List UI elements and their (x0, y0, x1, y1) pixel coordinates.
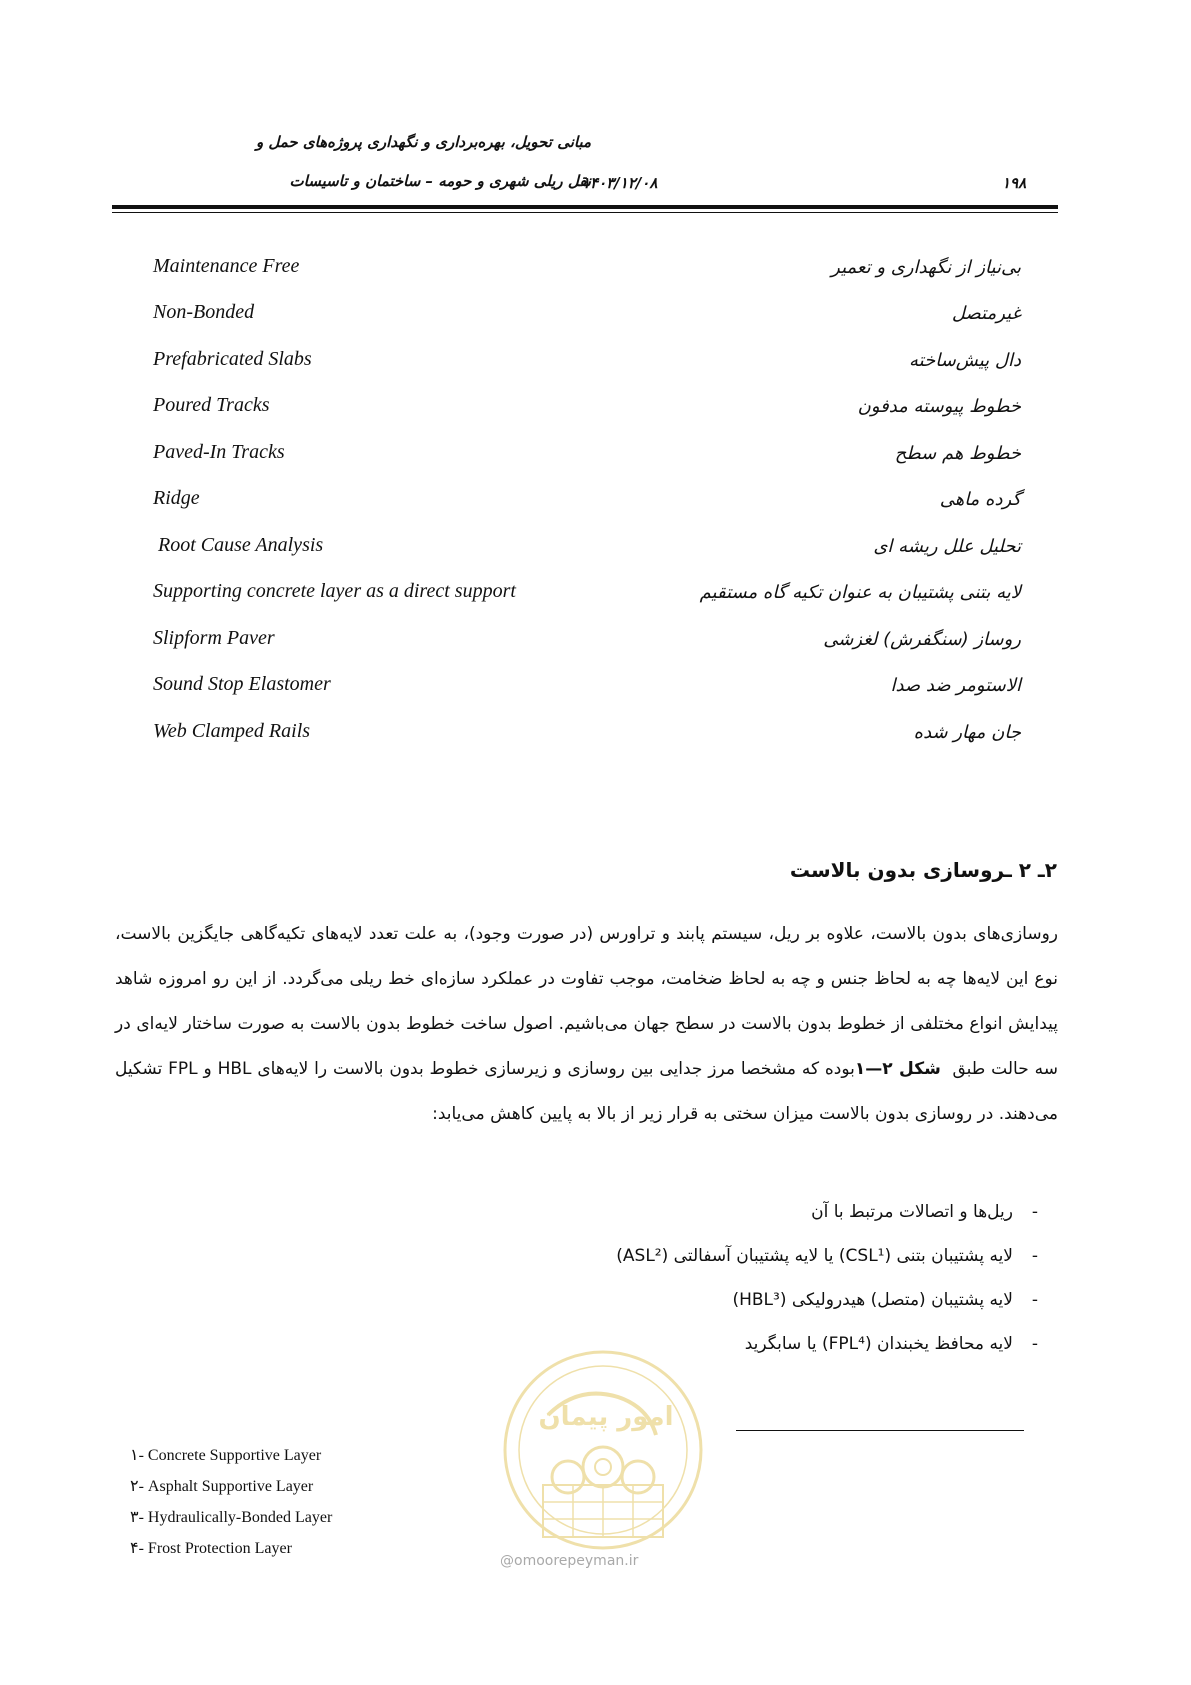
glossary-row (153, 255, 1021, 285)
bullet-marker: - (1031, 1246, 1039, 1266)
header-rule-thin (112, 212, 1058, 213)
glossary-term-fa: خطوط پیوسته مدفون (857, 396, 1021, 417)
bullet-marker: - (1031, 1202, 1039, 1222)
bullet-marker: - (1031, 1290, 1039, 1310)
header-title-line1: مبانی تحویل، بهره‌برداری و نگهداری پروژه‌های حمل و (255, 133, 591, 151)
footnotes (130, 1440, 332, 1564)
glossary-term-fa: روساز (سنگفرش) لغزشی (823, 629, 1021, 650)
paragraph-text-continued: بوده که مشخصا مرز جدایی بین روسازی و زیرسازی خطوط بدون بالاست را لایه‌های HBL و FPL تشکیل می‌دهند. در روسازی بدون بالاست میزان سختی به قرار زیر از بالا به پایین کاهش می‌یابد: (115, 1059, 1058, 1124)
glossary-row (153, 301, 1021, 331)
glossary-term-fa: بی‌نیاز از نگهداری و تعمیر (831, 257, 1021, 278)
glossary-term-fa: الاستومر ضد صدا (890, 675, 1021, 696)
glossary-term-en: Non-Bonded (153, 301, 255, 323)
glossary-row (153, 441, 1021, 471)
body-paragraph (115, 912, 1058, 1137)
glossary-row (153, 673, 1021, 703)
glossary-term-en: Maintenance Free (153, 255, 300, 277)
glossary-row (153, 487, 1021, 517)
list-item-text: لایه محافظ یخبندان (FPL⁴) یا سابگرید (744, 1334, 1013, 1354)
glossary-term-fa: گرده ماهی (939, 489, 1021, 510)
glossary-term-en: Slipform Paver (153, 627, 275, 649)
bullet-marker: - (1031, 1334, 1039, 1354)
glossary-row (153, 534, 1021, 564)
header-date: ۱۴۰۳/۱۲/۰۸ (582, 174, 658, 192)
footnote: ۳- Hydraulically-Bonded Layer (130, 1509, 333, 1526)
glossary-term-fa: غیرمتصل (951, 303, 1021, 324)
footnote: ۴- Frost Protection Layer (130, 1540, 292, 1557)
glossary-term-en: Prefabricated Slabs (153, 348, 312, 370)
list-item (357, 1190, 1057, 1234)
glossary-term-en: Paved-In Tracks (153, 441, 285, 463)
glossary-term-en: Ridge (153, 487, 200, 509)
footnote-separator (736, 1430, 1024, 1431)
glossary-term-fa: دال پیش‌ساخته (909, 350, 1021, 371)
bullet-list (357, 1190, 1057, 1366)
figure-reference: شکل ۲—۱ (854, 1059, 941, 1079)
glossary-term-fa: جان مهار شده (913, 722, 1021, 743)
header-title-line2: نقل ریلی شهری و حومه – ساختمان و تاسیسات (289, 172, 591, 190)
glossary-term-en: Poured Tracks (153, 394, 270, 416)
glossary-term-en: Root Cause Analysis (158, 534, 324, 556)
list-item-text: لایه پشتیبان (متصل) هیدرولیکی (HBL³) (732, 1290, 1013, 1310)
list-item-text: ریل‌ها و اتصالات مرتبط با آن (811, 1202, 1013, 1222)
list-item (357, 1234, 1057, 1278)
glossary-term-en: Supporting concrete layer as a direct support (153, 580, 516, 602)
footnote: ۱- Concrete Supportive Layer (130, 1447, 322, 1464)
glossary-row (153, 580, 1021, 610)
watermark-logo (488, 1345, 718, 1565)
footnote: ۲- Asphalt Supportive Layer (130, 1478, 314, 1495)
watermark-url: @omoorepeyman.ir (500, 1553, 639, 1569)
list-item (357, 1278, 1057, 1322)
glossary-term-en: Sound Stop Elastomer (153, 673, 331, 695)
page-number: ۱۹۸ (1002, 174, 1027, 192)
glossary-term-fa: خطوط هم سطح (894, 443, 1021, 464)
section-heading: ۲ـ ۲ ـروسازی بدون بالاست (789, 858, 1057, 882)
list-item-text: لایه پشتیبان بتنی (CSL¹) یا لایه پشتیبان آسفالتی (ASL²) (616, 1246, 1013, 1266)
glossary-row (153, 720, 1021, 750)
glossary-row (153, 627, 1021, 657)
watermark-text: امور پیمان (538, 1402, 674, 1432)
glossary-row (153, 348, 1021, 378)
glossary-term-fa: تحلیل علل ریشه ای (873, 536, 1021, 557)
paragraph-text: روسازی‌های بدون بالاست، علاوه بر ریل، سیستم پابند و تراورس (در صورت وجود)، به علت تعدد لایه‌های تکیه‌گاهی جایگزین بالاست، نوع این لایه‌ها چه به لحاظ جنس و چه به لحاظ ضخامت، موجب تفاوت در عملکرد سازه‌ای خط ریلی می‌گردد. از این رو امروزه شاهد پیدایش انواع مختلفی از خطوط بدون بالاست در سطح جهان می‌باشیم. اصول ساخت خطوط بدون بالاست به صورت ساختار لایه‌ای در سه حالت طبق (115, 924, 1058, 1079)
header-rule-thick (112, 205, 1058, 209)
glossary-term-fa: لایه بتنی پشتیبان به عنوان تکیه گاه مستقیم (699, 582, 1021, 603)
glossary-term-en: Web Clamped Rails (153, 720, 311, 742)
glossary-row (153, 394, 1021, 424)
